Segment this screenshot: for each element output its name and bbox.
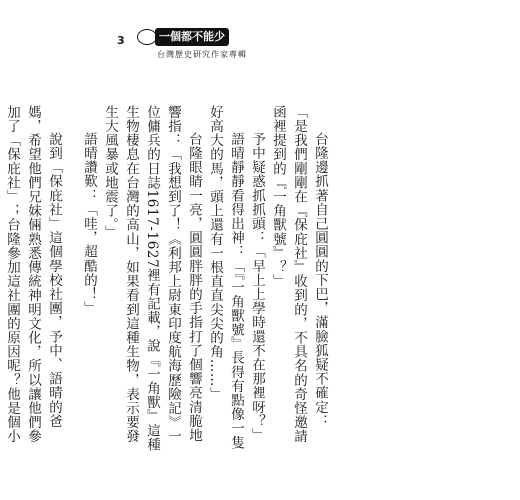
- paragraph-4: 台隆眼睛一亮，圓圓胖胖的手指打了個響亮清脆地響指：「我想到了！《利邦上尉東印度航海歷險記》一位傭兵的日誌1617-1627裡有記載，說『一角獸』這種生物棲息在台灣的高山，如果看到這種生物，表示要發生大風暴或地震了。」: [102, 105, 202, 452]
- paragraph-6: 說到「保庇社」這個學校社團，予中、語晴的爸媽，希望他們兄妹倆熟悉傳統神明文化，所以讓他們參加了「保庇社」；台隆參加這社團的原因呢？他是個小: [4, 105, 62, 444]
- paragraph-2: 予中疑惑抓抓頭：「早上上學時還不在那裡呀？」: [249, 132, 265, 443]
- page-number: 3: [117, 34, 125, 47]
- paragraph-5: 語晴讚歎：「哇，超酷的！」: [81, 132, 97, 316]
- series-logo: [135, 27, 247, 47]
- paragraph-1: 台隆邊抓著自己圓圓的下巴，滿臉狐疑不確定：「是我們剛剛在『保庇社』收到的，不具名的奇怪邀請函裡提到的『一角獸號』？」: [270, 105, 328, 444]
- paragraph-3: 語晴靜靜看得出神：「『一角獸號』長得有點像一隻好高大的馬，頭上還有一根直直尖尖的角……」: [207, 105, 244, 450]
- running-head: [135, 27, 275, 65]
- logo-text: 一個都不能少: [155, 28, 229, 46]
- text-body: [0, 105, 330, 455]
- section-gap: [64, 105, 78, 455]
- series-title: 台灣歷史研究作家專輯: [157, 50, 247, 59]
- logo-badge-icon: [137, 29, 157, 45]
